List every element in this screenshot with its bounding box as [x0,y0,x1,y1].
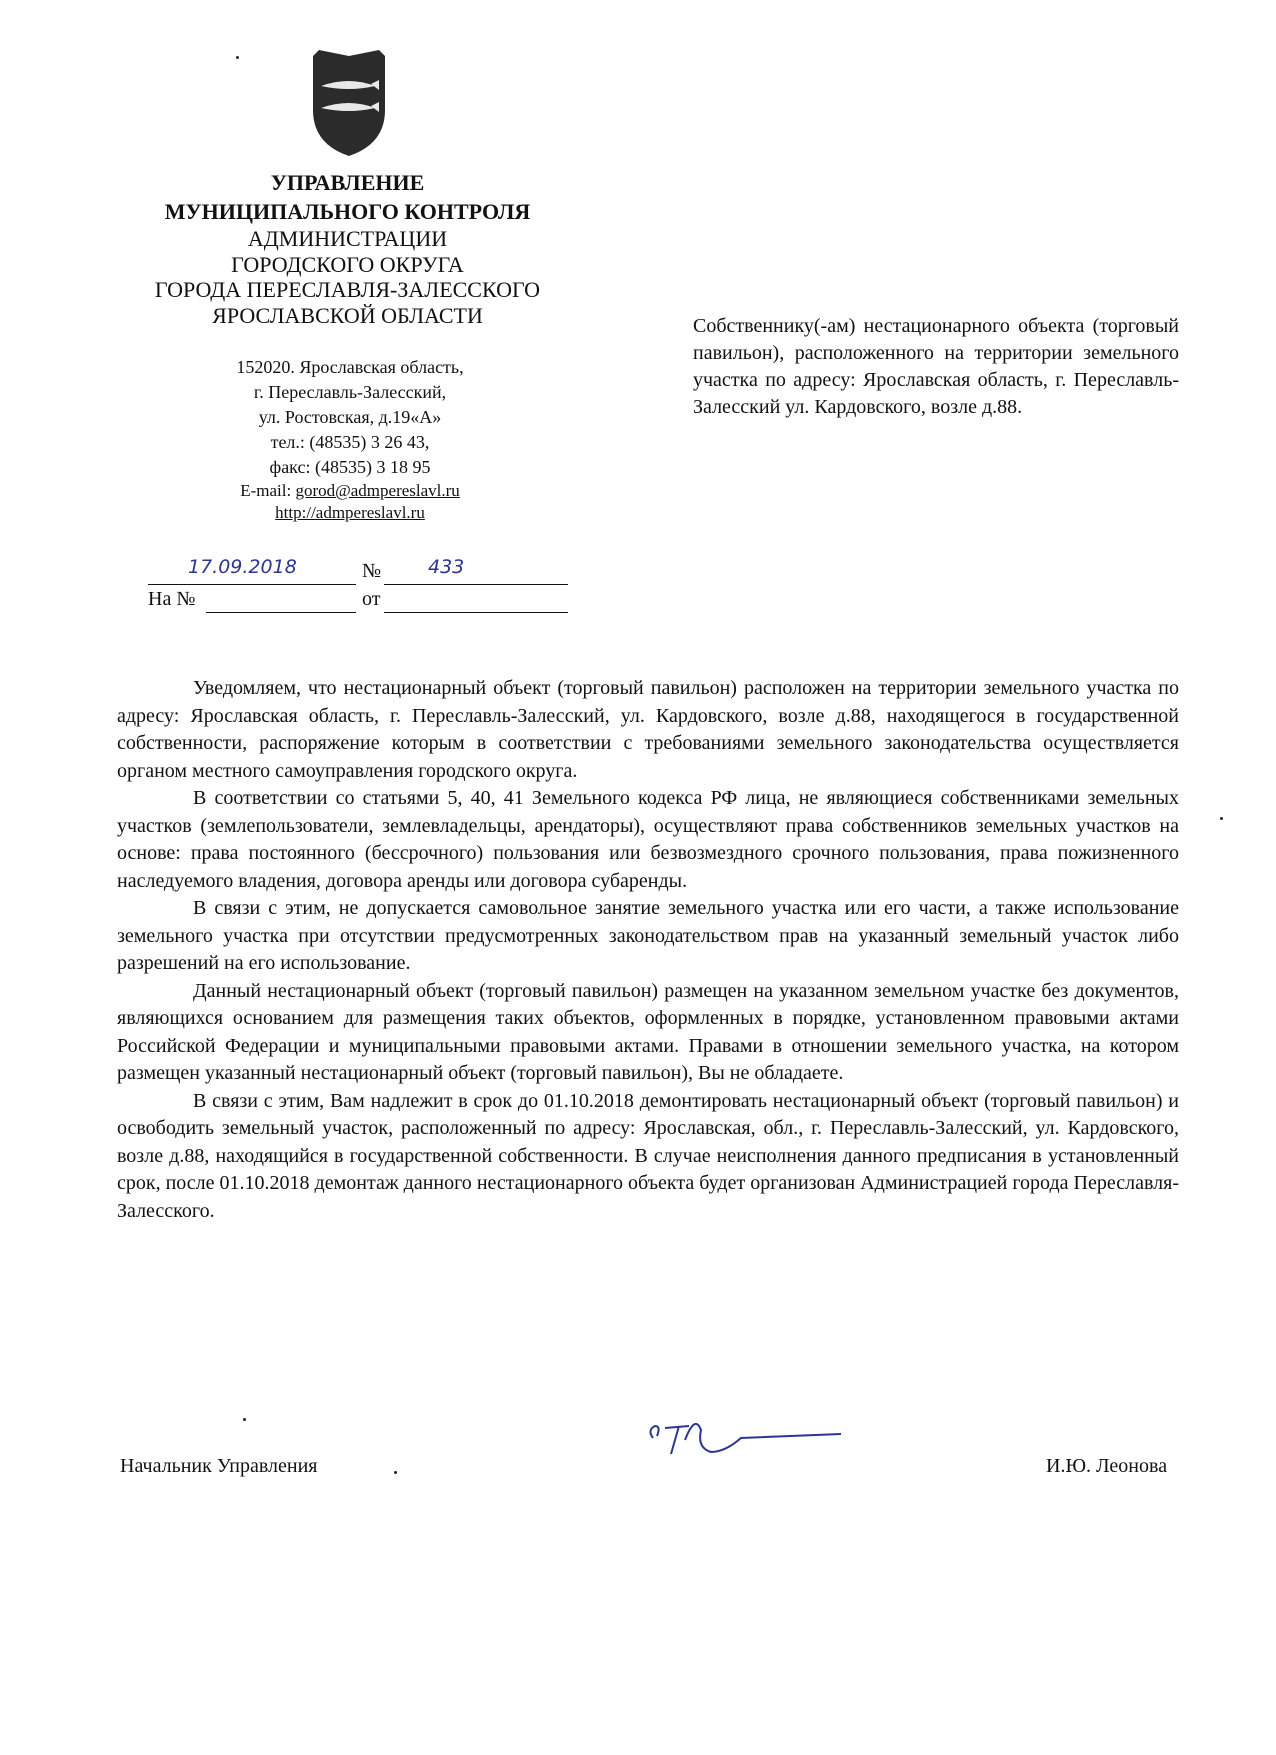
scan-speck [1220,817,1223,820]
org-line: ГОРОДА ПЕРЕСЛАВЛЯ-ЗАЛЕССКОГО [154,277,541,302]
body-paragraph: Данный нестационарный объект (торговый павильон) размещен на указанном земельном участке без документов, являющихся основанием для размещения таких объектов, оформленных в порядке, установленном правовыми актами Российской Федерации и муниципальными правовыми актами. Правами в отношении земельного участка, на котором размещен указанный нестационарный объект (торговый павильон), Вы не обладаете. [117,979,1179,1084]
outgoing-row [148,556,568,588]
body-paragraph: Уведомляем, что нестационарный объект (торговый павильон) расположен на территории земельного участка по адресу: Ярославская область, г. Переславль-Залесский, ул. Кардовского, возле д.88, находящегося в государственной собственности, распоряжение которым в соответствии с требованиями земельного законодательства осуществляется органом местного самоуправления городского округа. [117,677,1179,782]
fax-line: факс: (48535) 3 18 95 [269,457,431,477]
email-label: E-mail: [240,481,292,500]
body-paragraph: В связи с этим, не допускается самовольное занятие земельного участка или его части, а также использование земельного участка при отсутствии предусмотренных законодательством прав на указанный земельный участок либо разрешений на его использование. [117,897,1179,974]
reply-label: На № [148,588,196,610]
address-line: ул. Ростовская, д.19«А» [258,407,442,427]
department-title-line2: МУНИЦИПАЛЬНОГО КОНТРОЛЯ [164,199,531,224]
handwritten-date: 17.09.2018 [188,556,297,578]
org-line: ЯРОСЛАВСКОЙ ОБЛАСТИ [212,302,483,328]
body-paragraph: В соответствии со статьями 5, 40, 41 Земельного кодекса РФ лица, не являющиеся собственниками земельных участков (землепользователи, землевладельцы, арендаторы), осуществляют права собственников земельных участков на основе: права постоянного (бессрочного) пользования или безвозмездного срочного пользования, права пожизненного наследуемого владения, договора аренды или договора субаренды. [117,787,1179,892]
registration-block [148,556,568,616]
letter-body [117,675,1179,1225]
address-line: 152020. Ярославская область, [236,357,464,377]
signatory-position: Начальник Управления [120,1455,318,1477]
signatory-name: И.Ю. Леонова [1046,1455,1168,1477]
body-paragraph: В связи с этим, Вам надлежит в срок до 01.10.2018 демонтировать нестационарный объект (торговый павильон) и освободить земельный участок, расположенный по адресу: Ярославская, обл., г. Переславль-Залесский, ул. Кардовского, возле д.88, находящийся в государственной собственности. В случае неисполнения данного предписания в установленный срок, после 01.10.2018 демонтаж данного нестационарного объекта будет организован Администрацией города Переславля-Залесского. [117,1089,1179,1222]
addressee: Собственнику(-ам) нестационарного объекта (торговый павильон), расположенного на территории земельного участка по адресу: Ярославская область, г. Переславль-Залесский ул. Кардовского, возле д.88. [693,315,1179,418]
handwritten-signature [645,1408,845,1468]
reply-row [148,588,568,616]
number-label: № [362,560,382,582]
coat-of-arms-emblem [309,48,389,158]
sender-address [200,355,500,524]
letterhead [120,168,575,328]
from-label: от [362,588,381,610]
org-line: ГОРОДСКОГО ОКРУГА [231,251,464,277]
scan-speck [394,1471,397,1474]
scan-speck [236,56,239,59]
department-title: УПРАВЛЕНИЕ [270,170,425,195]
org-line: АДМИНИСТРАЦИИ [247,226,448,251]
email-line [200,480,500,502]
address-line: г. Переславль-Залесский, [253,382,447,402]
email-link[interactable]: gorod@admpereslavl.ru [295,481,460,500]
phone-line: тел.: (48535) 3 26 43, [270,432,430,452]
handwritten-number: 433 [428,556,465,578]
website-link[interactable]: http://admpereslavl.ru [275,503,425,522]
scan-speck [243,1418,246,1421]
